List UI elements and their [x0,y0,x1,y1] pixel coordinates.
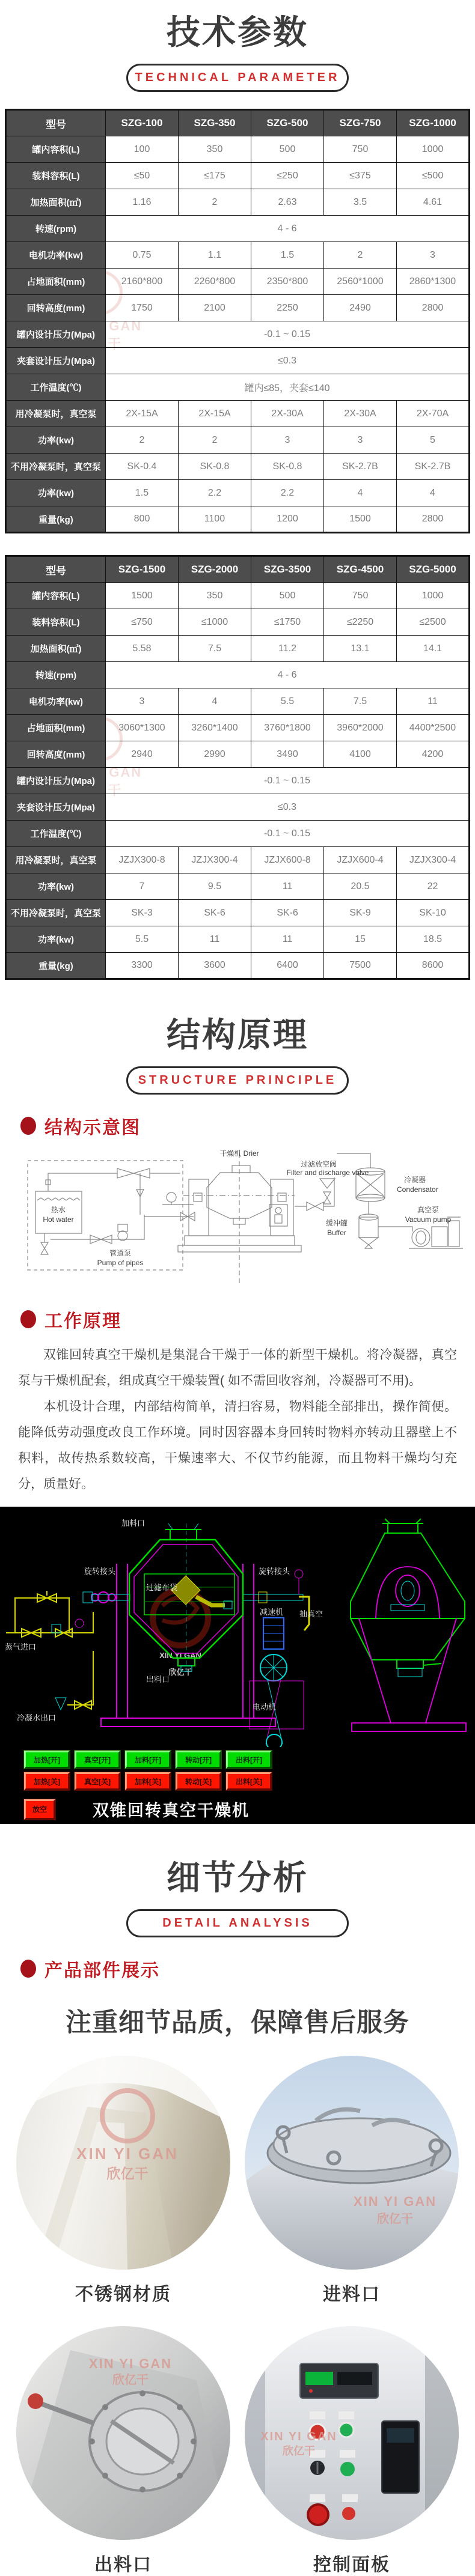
spec-value: 6400 [251,953,324,979]
spec-value: 800 [106,506,179,533]
spec-row [6,269,470,295]
model-column-header: SZG-100 [106,110,179,136]
spec-row-label: 重量(kg) [6,506,106,533]
svg-text:XIN YI GAN: XIN YI GAN [88,2356,173,2372]
condensate-outlet-label: 冷凝水出口 [17,1713,57,1723]
spec-value: 5.5 [251,688,324,715]
spec-value: 4200 [397,741,470,768]
working-principle-text [18,1342,457,1497]
bullet-icon [20,1117,36,1135]
spec-value-span: ≤0.3 [106,794,470,821]
spec-value: ≤175 [179,163,251,189]
bullet-icon [20,1960,36,1978]
spec-row [6,374,470,401]
spec-value: 2560*1000 [324,269,397,295]
detail-subtitle-pill [126,1909,349,1937]
spec-value: 5.5 [106,926,179,953]
detail-section-title: 细节分析 [167,1859,308,1897]
spec-row [6,136,470,163]
spec-value: 3 [251,427,324,454]
cad-bottom-row [24,1797,475,1821]
cad-off-button: 真空[关] [75,1772,120,1790]
spec-value: 500 [251,136,324,163]
model-column-header: SZG-4500 [324,556,397,583]
spec-value: 350 [179,136,251,163]
cad-button-area [0,1751,475,1821]
structure-diagram-heading: 结构示意图 [20,1113,475,1139]
spec-value: 4 [397,480,470,506]
spec-value: SK-0.4 [106,454,179,480]
spec-value: 2X-15A [106,401,179,427]
spec-value: 750 [324,136,397,163]
table-header-row [6,110,470,136]
spec-row [6,926,470,953]
spec-row [6,583,470,609]
vacuum-pump-label-cn: 真空泵 [417,1206,440,1214]
spec-value: SK-3 [106,900,179,926]
spec-row [6,427,470,454]
spec-row-label: 功率(kw) [6,427,106,454]
spec-table-2 [5,555,470,980]
spec-value: JZJX600-4 [324,847,397,873]
spec-row-label: 工作温度(℃) [6,821,106,847]
spec-row-label: 罐内容积(L) [6,136,106,163]
spec-value: 3600 [179,953,251,979]
spec-value: 4400*2500 [397,715,470,741]
spec-value: 11 [251,926,324,953]
steam-inlet-label: 蒸气进口 [5,1642,37,1652]
spec-value: 3960*2000 [324,715,397,741]
filter-valve-label-cn: 过滤放空阀 [300,1160,337,1168]
spec-row-label: 回转高度(mm) [6,295,106,321]
spec-value: 18.5 [397,926,470,953]
spec-value: 4100 [324,741,397,768]
spec-value: SK-2.7B [324,454,397,480]
spec-value: 11.2 [251,636,324,662]
spec-row [6,189,470,216]
spec-value-span: ≤0.3 [106,348,470,374]
svg-text:欣亿干: 欣亿干 [377,2213,413,2226]
pipe-pump-label-cn: 管道泵 [109,1249,132,1257]
spec-value: ≤250 [251,163,324,189]
photo-caption: 不锈钢材质 [75,2285,171,2305]
photo-stainless-material [14,2056,232,2306]
structure-schematic-diagram [0,1147,475,1298]
photo-control-panel [243,2326,461,2576]
spec-value: JZJX600-8 [251,847,324,873]
bullet-icon [20,1310,36,1328]
spec-value: 2.2 [251,480,324,506]
model-column-header: SZG-1000 [397,110,470,136]
spec-value: 11 [179,926,251,953]
model-column-header: SZG-500 [251,110,324,136]
spec-value: 7.5 [324,688,397,715]
spec-value: 1.5 [106,480,179,506]
spec-row [6,662,470,688]
spec-value: 1000 [397,136,470,163]
spec-value: 0.75 [106,242,179,269]
rotary-joint-left-label: 旋转接头 [84,1567,116,1576]
spec-value: 2260*800 [179,269,251,295]
table-header-row [6,556,470,583]
spec-value: 2.2 [179,480,251,506]
spec-value: 2940 [106,741,179,768]
spec-row [6,480,470,506]
spec-value: 2860*1300 [397,269,470,295]
spec-value: 2 [179,427,251,454]
svg-text:XIN YI GAN: XIN YI GAN [76,2145,179,2163]
buffer-label-cn: 缓冲罐 [325,1219,348,1227]
spec-value: 3 [106,688,179,715]
spec-value-span: -0.1 ~ 0.15 [106,821,470,847]
spec-value-span: -0.1 ~ 0.15 [106,768,470,794]
spec-row [6,295,470,321]
principle-paragraph-1: 双锥回转真空干燥机是集混合干燥于一体的新型干燥机。将冷凝器，真空泵与干燥机配套，组成真空干燥装置( 如不需回收容剂，冷凝器可不用)。 [18,1348,457,1388]
principle-paragraph-2: 本机设计合理，内部结构简单，清扫容易，物料能全部排出，操作简便。能降低劳动强度改良工作环境。同时因容器本身回转时物料亦转动且器壁上不积料，故传热系数较高，干燥速率大、不仅节约能源，而且物料干燥均匀充分，质量好。 [18,1400,457,1492]
spec-row-label: 电机功率(kw) [6,242,106,269]
photo-control-panel-image [245,2326,459,2540]
pipe-pump-label-en: Pump of pipes [97,1259,144,1267]
spec-value: 1.1 [179,242,251,269]
cad-on-button: 真空[开] [75,1751,120,1769]
spec-value: 20.5 [324,873,397,900]
spec-value-span: 罐内≤85，夹套≤140 [106,374,470,401]
cad-on-button: 出料[开] [226,1751,272,1769]
spec-row-label: 重量(kg) [6,953,106,979]
spec-value: 2350*800 [251,269,324,295]
photo-discharge-outlet-image [16,2326,230,2540]
spec-value: 9.5 [179,873,251,900]
spec-value: 7500 [324,953,397,979]
spec-value: 5.58 [106,636,179,662]
technical-subtitle-pill [126,64,349,92]
spec-value: 7 [106,873,179,900]
svg-text:欣亿干: 欣亿干 [283,2445,315,2458]
structure-section-title: 结构原理 [167,1016,308,1054]
spec-row [6,242,470,269]
schematic-labels [43,1149,451,1267]
spec-value: 2160*800 [106,269,179,295]
photo-feed-inlet-image [245,2056,459,2270]
spec-value: 13.1 [324,636,397,662]
spec-value: SK-0.8 [251,454,324,480]
cad-watermark [153,1590,208,1677]
spec-value: SK-6 [179,900,251,926]
parts-display-heading: 产品部件展示 [20,1955,475,1982]
spec-value: SK-6 [251,900,324,926]
hot-water-label-en: Hot water [43,1215,74,1224]
spec-row-label: 不用冷凝泵时，真空泵 [6,454,106,480]
spec-value: JZJX300-8 [106,847,179,873]
spec-row-label: 占地面积(mm) [6,269,106,295]
param-column-header: 型号 [6,556,106,583]
spec-row-label: 加热面积(㎡) [6,189,106,216]
spec-row-label: 用冷凝泵时，真空泵 [6,847,106,873]
spec-row [6,216,470,242]
svg-text:XIN YI GAN: XIN YI GAN [159,1651,201,1660]
spec-value: 2X-70A [397,401,470,427]
spec-value: 100 [106,136,179,163]
spec-value: 2X-15A [179,401,251,427]
spec-row [6,163,470,189]
filter-bag-label: 过滤布袋 [146,1583,178,1593]
photo-discharge-outlet [14,2326,232,2576]
photo-feed-inlet [243,2056,461,2306]
cad-drawing-panel [0,1507,475,1824]
spec-value: 2 [324,242,397,269]
cad-off-button: 加热[关] [24,1772,70,1790]
model-column-header: SZG-1500 [106,556,179,583]
structure-subtitle-pill [126,1066,349,1095]
spec-row [6,401,470,427]
buffer-label-en: Buffer [327,1229,346,1237]
spec-value: 2 [179,189,251,216]
spec-value: 8600 [397,953,470,979]
spec-value-span: 4 - 6 [106,216,470,242]
spec-value: 15 [324,926,397,953]
rotary-joint-right-label: 旋转接头 [259,1567,290,1576]
spec-value: ≤750 [106,609,179,636]
spec-row [6,900,470,926]
spec-value: 2490 [324,295,397,321]
structure-subtitle-text: STRUCTURE PRINCIPLE [138,1074,337,1087]
section-detail [0,1845,475,2576]
spec-value: 2800 [397,506,470,533]
hot-water-label-cn: 热水 [51,1206,66,1214]
svg-text:XIN YI GAN: XIN YI GAN [353,2194,437,2210]
cad-on-button: 加热[开] [24,1751,70,1769]
spec-value: 1500 [106,583,179,609]
spec-row-label: 不用冷凝泵时，真空泵 [6,900,106,926]
photo-caption: 控制面板 [313,2555,390,2575]
spec-table-2-wrap [5,555,470,980]
spec-row [6,794,470,821]
spec-value-span: 4 - 6 [106,662,470,688]
spec-value-span: -0.1 ~ 0.15 [106,321,470,348]
spec-table-1 [5,109,470,533]
detail-subtitle-text: DETAIL ANALYSIS [162,1916,313,1930]
model-column-header: SZG-5000 [397,556,470,583]
spec-value: 2X-30A [324,401,397,427]
param-column-header: 型号 [6,110,106,136]
cad-on-button: 加料[开] [125,1751,171,1769]
spec-row-label: 工作温度(℃) [6,374,106,401]
spec-row-label: 罐内容积(L) [6,583,106,609]
working-principle-heading: 工作原理 [20,1306,475,1332]
spec-value: 1100 [179,506,251,533]
spec-row-label: 功率(kw) [6,926,106,953]
photo-caption: 进料口 [323,2285,381,2305]
spec-row [6,609,470,636]
spec-value: JZJX300-4 [397,847,470,873]
spec-row-label: 转速(rpm) [6,216,106,242]
drier-label: 干燥机 Drier [219,1149,259,1158]
section-structure [0,1003,475,1497]
spec-value: 3300 [106,953,179,979]
quality-headline: 注重细节品质，保障售后服务 [66,2008,409,2038]
spec-value: 750 [324,583,397,609]
spec-value: ≤2500 [397,609,470,636]
cad-on-button: 转动[开] [176,1751,221,1769]
spec-value: 350 [179,583,251,609]
spec-value: 2X-30A [251,401,324,427]
spec-value: SK-9 [324,900,397,926]
spec-row-label: 转速(rpm) [6,662,106,688]
spec-row [6,506,470,533]
spec-value: 3 [397,242,470,269]
product-photos-grid [14,2056,461,2576]
svg-text:欣亿干: 欣亿干 [168,1668,192,1677]
spec-row [6,821,470,847]
spec-row-label: 占地面积(mm) [6,715,106,741]
cad-vent-button: 放空 [24,1799,55,1820]
spec-row [6,768,470,794]
cad-off-button: 加料[关] [125,1772,171,1790]
spec-value: 3060*1300 [106,715,179,741]
spec-value: 14.1 [397,636,470,662]
model-column-header: SZG-3500 [251,556,324,583]
spec-value: SK-0.8 [179,454,251,480]
spec-row [6,321,470,348]
spec-value: 3760*1800 [251,715,324,741]
feed-port-label: 加料口 [121,1519,145,1528]
spec-row-label: 夹套设计压力(Mpa) [6,794,106,821]
spec-row [6,873,470,900]
filter-valve-label-en: Filter and discharge valve [286,1168,369,1177]
spec-value: 1000 [397,583,470,609]
cad-on-button-row [24,1751,475,1769]
spec-value: 7.5 [179,636,251,662]
spec-value: 2 [106,427,179,454]
spec-row-label: 夹套设计压力(Mpa) [6,348,106,374]
spec-value: 2.63 [251,189,324,216]
spec-value: 1200 [251,506,324,533]
spec-value: JZJX300-4 [179,847,251,873]
spec-row [6,741,470,768]
spec-value: 1.5 [251,242,324,269]
spec-row [6,715,470,741]
model-column-header: SZG-750 [324,110,397,136]
spec-row-label: 功率(kw) [6,480,106,506]
cad-caption: 双锥回转真空干燥机 [93,1802,250,1820]
technical-section-title: 技术参数 [167,13,308,51]
spec-value: ≤50 [106,163,179,189]
motor-label: 电动机 [253,1703,277,1712]
model-column-header: SZG-2000 [179,556,251,583]
spec-value: 3.5 [324,189,397,216]
spec-row-label: 电机功率(kw) [6,688,106,715]
spec-row-label: 功率(kw) [6,873,106,900]
spec-value: 4.61 [397,189,470,216]
spec-row-label: 装料容积(L) [6,609,106,636]
cad-off-button: 转动[关] [176,1772,221,1790]
spec-row-label: 加热面积(㎡) [6,636,106,662]
spec-row-label: 装料容积(L) [6,163,106,189]
spec-value: 4 [324,480,397,506]
condenser-label-en: Condensator [397,1185,438,1194]
spec-value: SK-10 [397,900,470,926]
watermark-text-en: GAN [109,318,142,333]
spec-value: 2990 [179,741,251,768]
spec-row [6,953,470,979]
technical-subtitle-text: TECHNICAL PARAMETER [135,71,340,84]
spec-row [6,636,470,662]
spec-row [6,847,470,873]
spec-row-label: 罐内设计压力(Mpa) [6,321,106,348]
svg-text:XIN YI GAN: XIN YI GAN [260,2430,337,2444]
spec-value: 22 [397,873,470,900]
spec-row-label: 用冷凝泵时，真空泵 [6,401,106,427]
spec-value: 4 [179,688,251,715]
watermark-text-en: GAN [109,764,142,780]
vacuum-pump-label-en: Vacuum pump [405,1215,452,1224]
spec-value: 3490 [251,741,324,768]
cad-drawing [0,1507,475,1747]
spec-value: SK-2.7B [397,454,470,480]
spec-row-label: 回转高度(mm) [6,741,106,768]
photo-caption: 出料口 [94,2555,152,2575]
spec-value: 5 [397,427,470,454]
spec-value: ≤500 [397,163,470,189]
spec-value: 2100 [179,295,251,321]
spec-value: 1750 [106,295,179,321]
spec-row-label: 罐内设计压力(Mpa) [6,768,106,794]
spec-row [6,688,470,715]
spec-value: ≤1750 [251,609,324,636]
spec-value: 1500 [324,506,397,533]
cad-off-button-row [24,1772,475,1790]
spec-value: ≤2250 [324,609,397,636]
spec-row [6,348,470,374]
svg-text:欣亿干: 欣亿干 [106,2166,149,2182]
spec-value: 3260*1400 [179,715,251,741]
condenser-label-cn: 冷凝器 [404,1176,426,1184]
spec-row [6,454,470,480]
cad-off-button: 出料[关] [226,1772,272,1790]
spec-value: 2800 [397,295,470,321]
section-technical [0,0,475,980]
reducer-label: 减速机 [260,1608,284,1617]
spec-value: ≤375 [324,163,397,189]
svg-text:欣亿干: 欣亿干 [112,2374,149,2387]
spec-value: ≤1000 [179,609,251,636]
spec-value: 2250 [251,295,324,321]
discharge-port-label: 出料口 [146,1675,170,1684]
spec-value: 3 [324,427,397,454]
vacuum-label: 抽真空 [299,1609,323,1619]
spec-table-1-wrap [5,109,470,533]
spec-value: 1.16 [106,189,179,216]
spec-value: 11 [397,688,470,715]
model-column-header: SZG-350 [179,110,251,136]
photo-stainless-image [16,2056,230,2270]
spec-value: 500 [251,583,324,609]
spec-value: 11 [251,873,324,900]
